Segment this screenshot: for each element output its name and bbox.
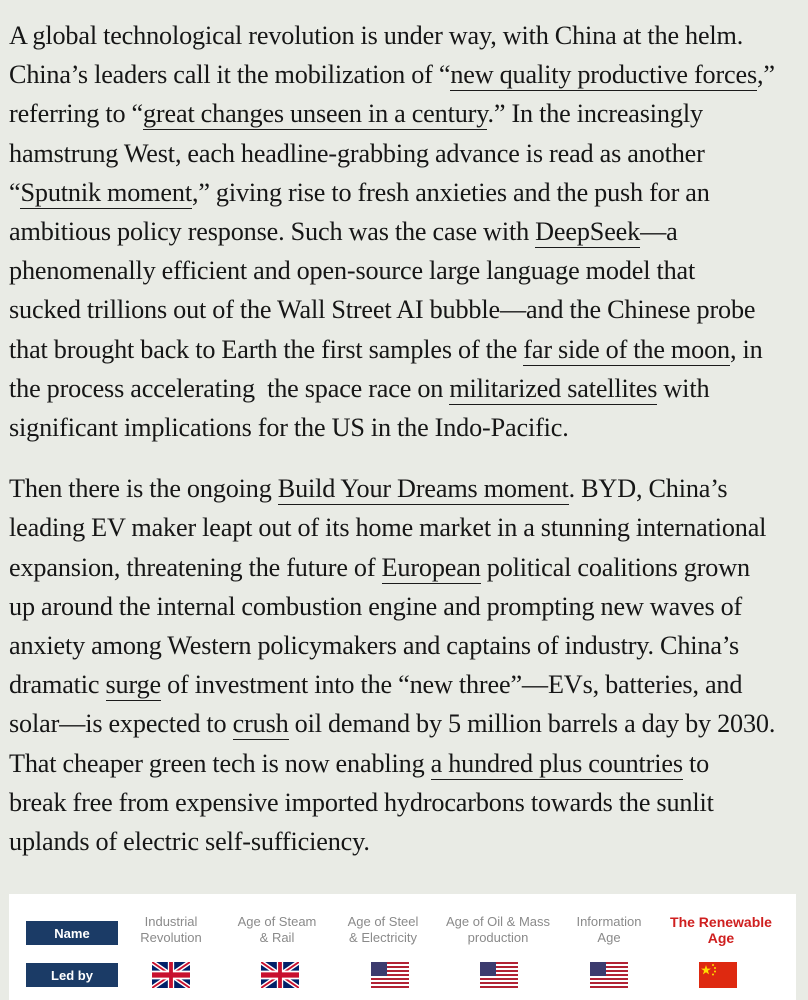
- industrial-ages-table: [9, 894, 796, 1000]
- column-title-line2: Age: [597, 930, 621, 945]
- china-flag-icon: [699, 962, 737, 988]
- text-span: significant implications for the US in the Indo-Pacific.: [9, 413, 569, 443]
- uk-flag-icon: [261, 962, 299, 988]
- link-surge[interactable]: surge: [105, 670, 162, 700]
- text-span: solar—is expected to: [9, 709, 233, 739]
- column-age-of-steel: [321, 914, 445, 946]
- column-renewable-age: [659, 914, 783, 946]
- column-title-line1: Industrial: [144, 914, 198, 929]
- paragraph-2: [9, 469, 801, 861]
- column-title-line1: Information: [576, 914, 642, 929]
- text-span: .” In the increasingly: [487, 99, 703, 129]
- text-span: political coalitions grown: [480, 552, 750, 582]
- us-flag-icon: [371, 962, 409, 988]
- text-span: break free from expensive imported hydrocarbons towards the sunlit: [9, 787, 714, 817]
- link-far-side-of-the-moon[interactable]: far side of the moon: [523, 334, 730, 364]
- text-span: to: [682, 748, 710, 778]
- text-span: referring to “: [9, 99, 143, 129]
- text-span: That cheaper green tech is now enabling: [9, 748, 431, 778]
- article-body: [9, 16, 801, 861]
- column-title-line1: The Renewable: [670, 914, 772, 930]
- link-deepseek[interactable]: DeepSeek: [535, 217, 641, 247]
- text-span: ,” giving rise to fresh anxieties and the push for an: [191, 177, 710, 207]
- column-age-of-oil: [436, 914, 560, 946]
- text-span: leading EV maker leapt out of its home market in a stunning international: [9, 513, 767, 543]
- link-sputnik-moment[interactable]: Sputnik moment: [20, 177, 192, 207]
- text-span: ambitious policy response. Such was the case with: [9, 217, 536, 247]
- uk-flag-icon: [152, 962, 190, 988]
- column-title-line2: production: [467, 930, 529, 945]
- column-information-age: [547, 914, 671, 946]
- link-build-your-dreams-moment[interactable]: Build Your Dreams moment: [277, 474, 569, 504]
- text-span: of investment into the “new three”—EVs, batteries, and: [161, 670, 743, 700]
- text-span: , in: [729, 334, 763, 364]
- text-span: “: [9, 177, 21, 207]
- text-span: A global technological revolution is under way, with China at the helm.: [9, 21, 744, 50]
- column-title-line2: & Electricity: [349, 930, 417, 945]
- text-span: uplands of electric self-sufficiency.: [9, 827, 370, 857]
- us-flag-icon: [480, 962, 518, 988]
- column-title-line2: Age: [707, 930, 735, 946]
- link-militarized-satellites[interactable]: militarized satellites: [449, 373, 658, 403]
- paragraph-1: [9, 16, 801, 447]
- column-title-line2: & Rail: [259, 930, 295, 945]
- us-flag-icon: [590, 962, 628, 988]
- text-span: Then there is the ongoing: [9, 474, 278, 504]
- text-span: phenomenally efficient and open-source large language model that: [9, 256, 696, 286]
- text-span: dramatic: [9, 670, 106, 700]
- text-span: up around the internal combustion engine and prompting new waves of: [9, 591, 743, 621]
- link-great-changes[interactable]: great changes unseen in a century: [142, 99, 488, 129]
- text-span: the process accelerating the space race on: [9, 373, 450, 403]
- text-span: . BYD, China’s: [568, 474, 728, 504]
- link-a-hundred-plus-countries[interactable]: a hundred plus countries: [430, 748, 683, 778]
- text-span: that brought back to Earth the first samples of the: [9, 334, 524, 364]
- link-european[interactable]: European: [381, 552, 481, 582]
- text-span: sucked trillions out of the Wall Street AI bubble—and the Chinese probe: [9, 295, 756, 325]
- link-new-quality-productive-forces[interactable]: new quality productive forces: [450, 60, 758, 90]
- text-span: anxiety among Western policymakers and captains of industry. China’s: [9, 631, 740, 661]
- text-span: ,”: [757, 60, 775, 90]
- text-span: —a: [640, 217, 678, 247]
- column-title-line1: Age of Oil & Mass: [445, 914, 551, 929]
- row-label-name: Name: [26, 921, 118, 945]
- text-span: expansion, threatening the future of: [9, 552, 382, 582]
- column-title-line2: Revolution: [140, 930, 202, 945]
- column-title-line1: Age of Steam: [237, 914, 317, 929]
- column-title-line1: Age of Steel: [347, 914, 419, 929]
- text-span: China’s leaders call it the mobilization of “: [9, 60, 451, 90]
- text-span: with: [657, 373, 710, 403]
- text-span: oil demand by 5 million barrels a day by 2030.: [288, 709, 776, 739]
- text-span: hamstrung West, each headline-grabbing advance is read as another: [9, 138, 705, 168]
- link-crush[interactable]: crush: [232, 709, 289, 739]
- row-label-led-by: Led by: [26, 963, 118, 987]
